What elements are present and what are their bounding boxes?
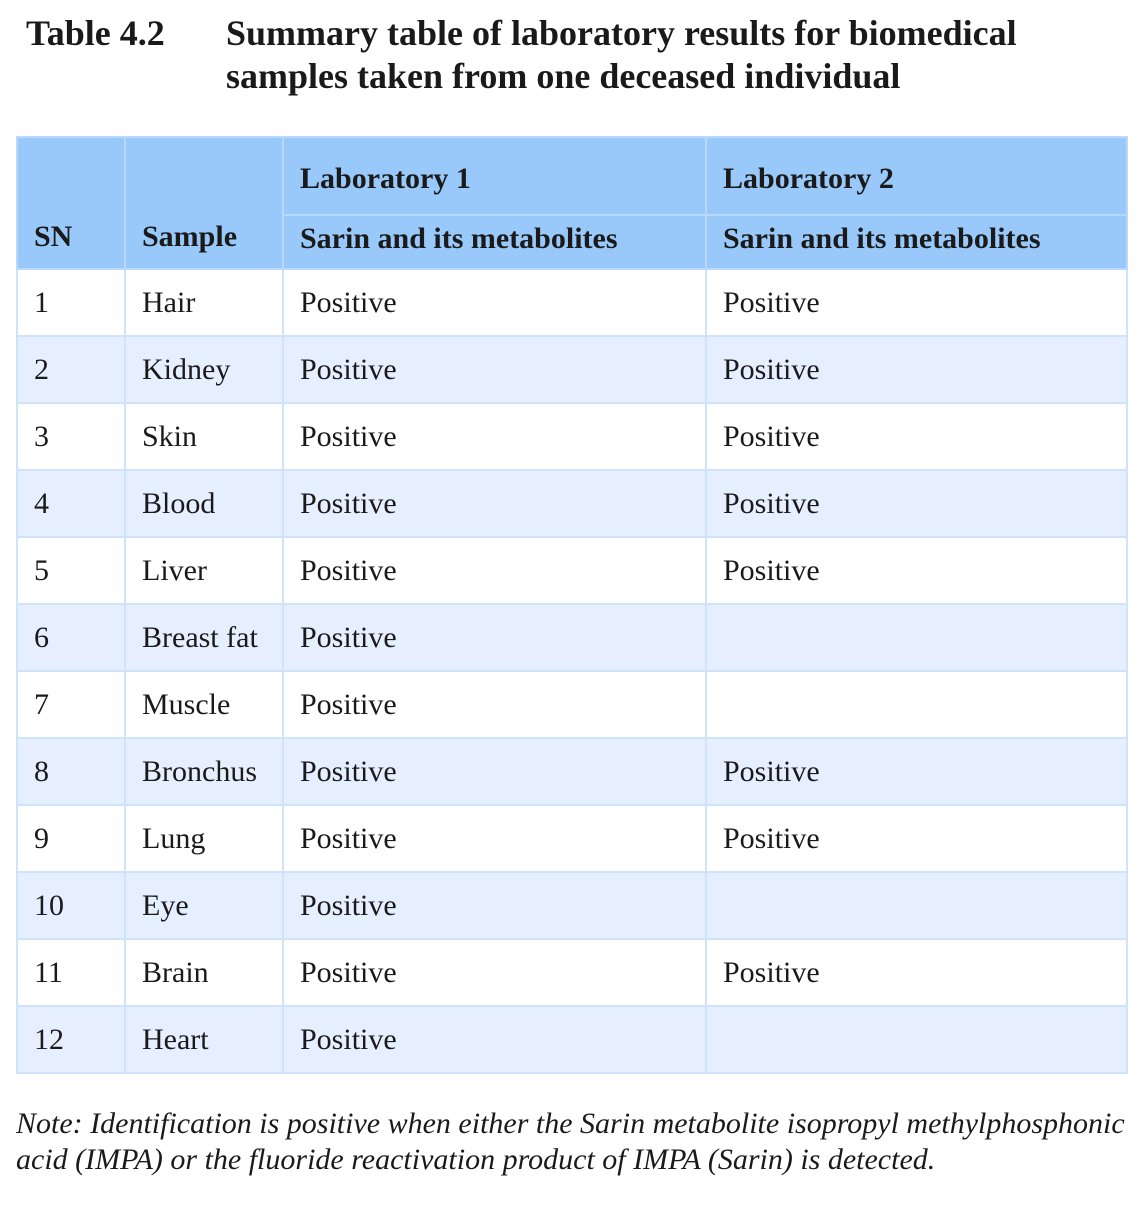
cell-sample: Muscle xyxy=(125,671,283,738)
cell-lab1: Positive xyxy=(283,805,706,872)
cell-lab1: Positive xyxy=(283,939,706,1006)
header-lab1-sub: Sarin and its metabolites xyxy=(283,215,706,269)
cell-lab2 xyxy=(706,872,1127,939)
cell-lab1: Positive xyxy=(283,1006,706,1073)
cell-lab2: Positive xyxy=(706,470,1127,537)
cell-lab2: Positive xyxy=(706,269,1127,336)
cell-sn: 5 xyxy=(17,537,125,604)
table-row xyxy=(17,671,1127,738)
cell-lab1: Positive xyxy=(283,269,706,336)
cell-sn: 3 xyxy=(17,403,125,470)
cell-sample: Brain xyxy=(125,939,283,1006)
cell-sn: 4 xyxy=(17,470,125,537)
cell-lab1: Positive xyxy=(283,470,706,537)
table-body xyxy=(17,269,1127,1073)
cell-lab1: Positive xyxy=(283,604,706,671)
cell-sn: 8 xyxy=(17,738,125,805)
results-table-container xyxy=(16,136,1126,1074)
table-row xyxy=(17,872,1127,939)
cell-lab1: Positive xyxy=(283,336,706,403)
table-row xyxy=(17,336,1127,403)
cell-lab1: Positive xyxy=(283,671,706,738)
table-row xyxy=(17,604,1127,671)
cell-sn: 11 xyxy=(17,939,125,1006)
cell-sample: Heart xyxy=(125,1006,283,1073)
header-lab1: Laboratory 1 xyxy=(283,137,706,215)
cell-sn: 9 xyxy=(17,805,125,872)
cell-sample: Hair xyxy=(125,269,283,336)
cell-sample: Bronchus xyxy=(125,738,283,805)
cell-sn: 1 xyxy=(17,269,125,336)
cell-sn: 10 xyxy=(17,872,125,939)
cell-sample: Liver xyxy=(125,537,283,604)
cell-sn: 12 xyxy=(17,1006,125,1073)
cell-lab1: Positive xyxy=(283,537,706,604)
table-number: Table 4.2 xyxy=(26,13,165,53)
results-table xyxy=(16,136,1128,1074)
cell-sample: Kidney xyxy=(125,336,283,403)
table-row xyxy=(17,403,1127,470)
cell-sample: Skin xyxy=(125,403,283,470)
header-sample: Sample xyxy=(125,137,283,269)
table-note: Note: Identification is positive when either the Sarin metabolite isopropyl methylphosphonic acid (IMPA) or the fluoride reactivation product of IMPA (Sarin) is detected. xyxy=(16,1107,1125,1176)
table-row xyxy=(17,269,1127,336)
cell-lab2: Positive xyxy=(706,939,1127,1006)
cell-lab1: Positive xyxy=(283,738,706,805)
cell-lab2 xyxy=(706,1006,1127,1073)
table-row xyxy=(17,939,1127,1006)
table-row xyxy=(17,470,1127,537)
header-sn: SN xyxy=(17,137,125,269)
cell-lab2 xyxy=(706,604,1127,671)
table-row xyxy=(17,738,1127,805)
cell-sample: Breast fat xyxy=(125,604,283,671)
cell-lab2: Positive xyxy=(706,805,1127,872)
header-lab2-sub: Sarin and its metabolites xyxy=(706,215,1127,269)
cell-sample: Eye xyxy=(125,872,283,939)
table-row xyxy=(17,1006,1127,1073)
cell-lab2 xyxy=(706,671,1127,738)
header-lab2: Laboratory 2 xyxy=(706,137,1127,215)
table-row xyxy=(17,805,1127,872)
cell-lab2: Positive xyxy=(706,537,1127,604)
table-row xyxy=(17,537,1127,604)
cell-lab2: Positive xyxy=(706,738,1127,805)
table-header xyxy=(17,137,1127,269)
cell-sample: Lung xyxy=(125,805,283,872)
cell-sample: Blood xyxy=(125,470,283,537)
cell-sn: 6 xyxy=(17,604,125,671)
cell-lab1: Positive xyxy=(283,872,706,939)
cell-sn: 2 xyxy=(17,336,125,403)
cell-lab1: Positive xyxy=(283,403,706,470)
cell-lab2: Positive xyxy=(706,336,1127,403)
cell-lab2: Positive xyxy=(706,403,1127,470)
cell-sn: 7 xyxy=(17,671,125,738)
table-title: Summary table of laboratory results for biomedical samples taken from one deceased individual xyxy=(226,13,1017,96)
